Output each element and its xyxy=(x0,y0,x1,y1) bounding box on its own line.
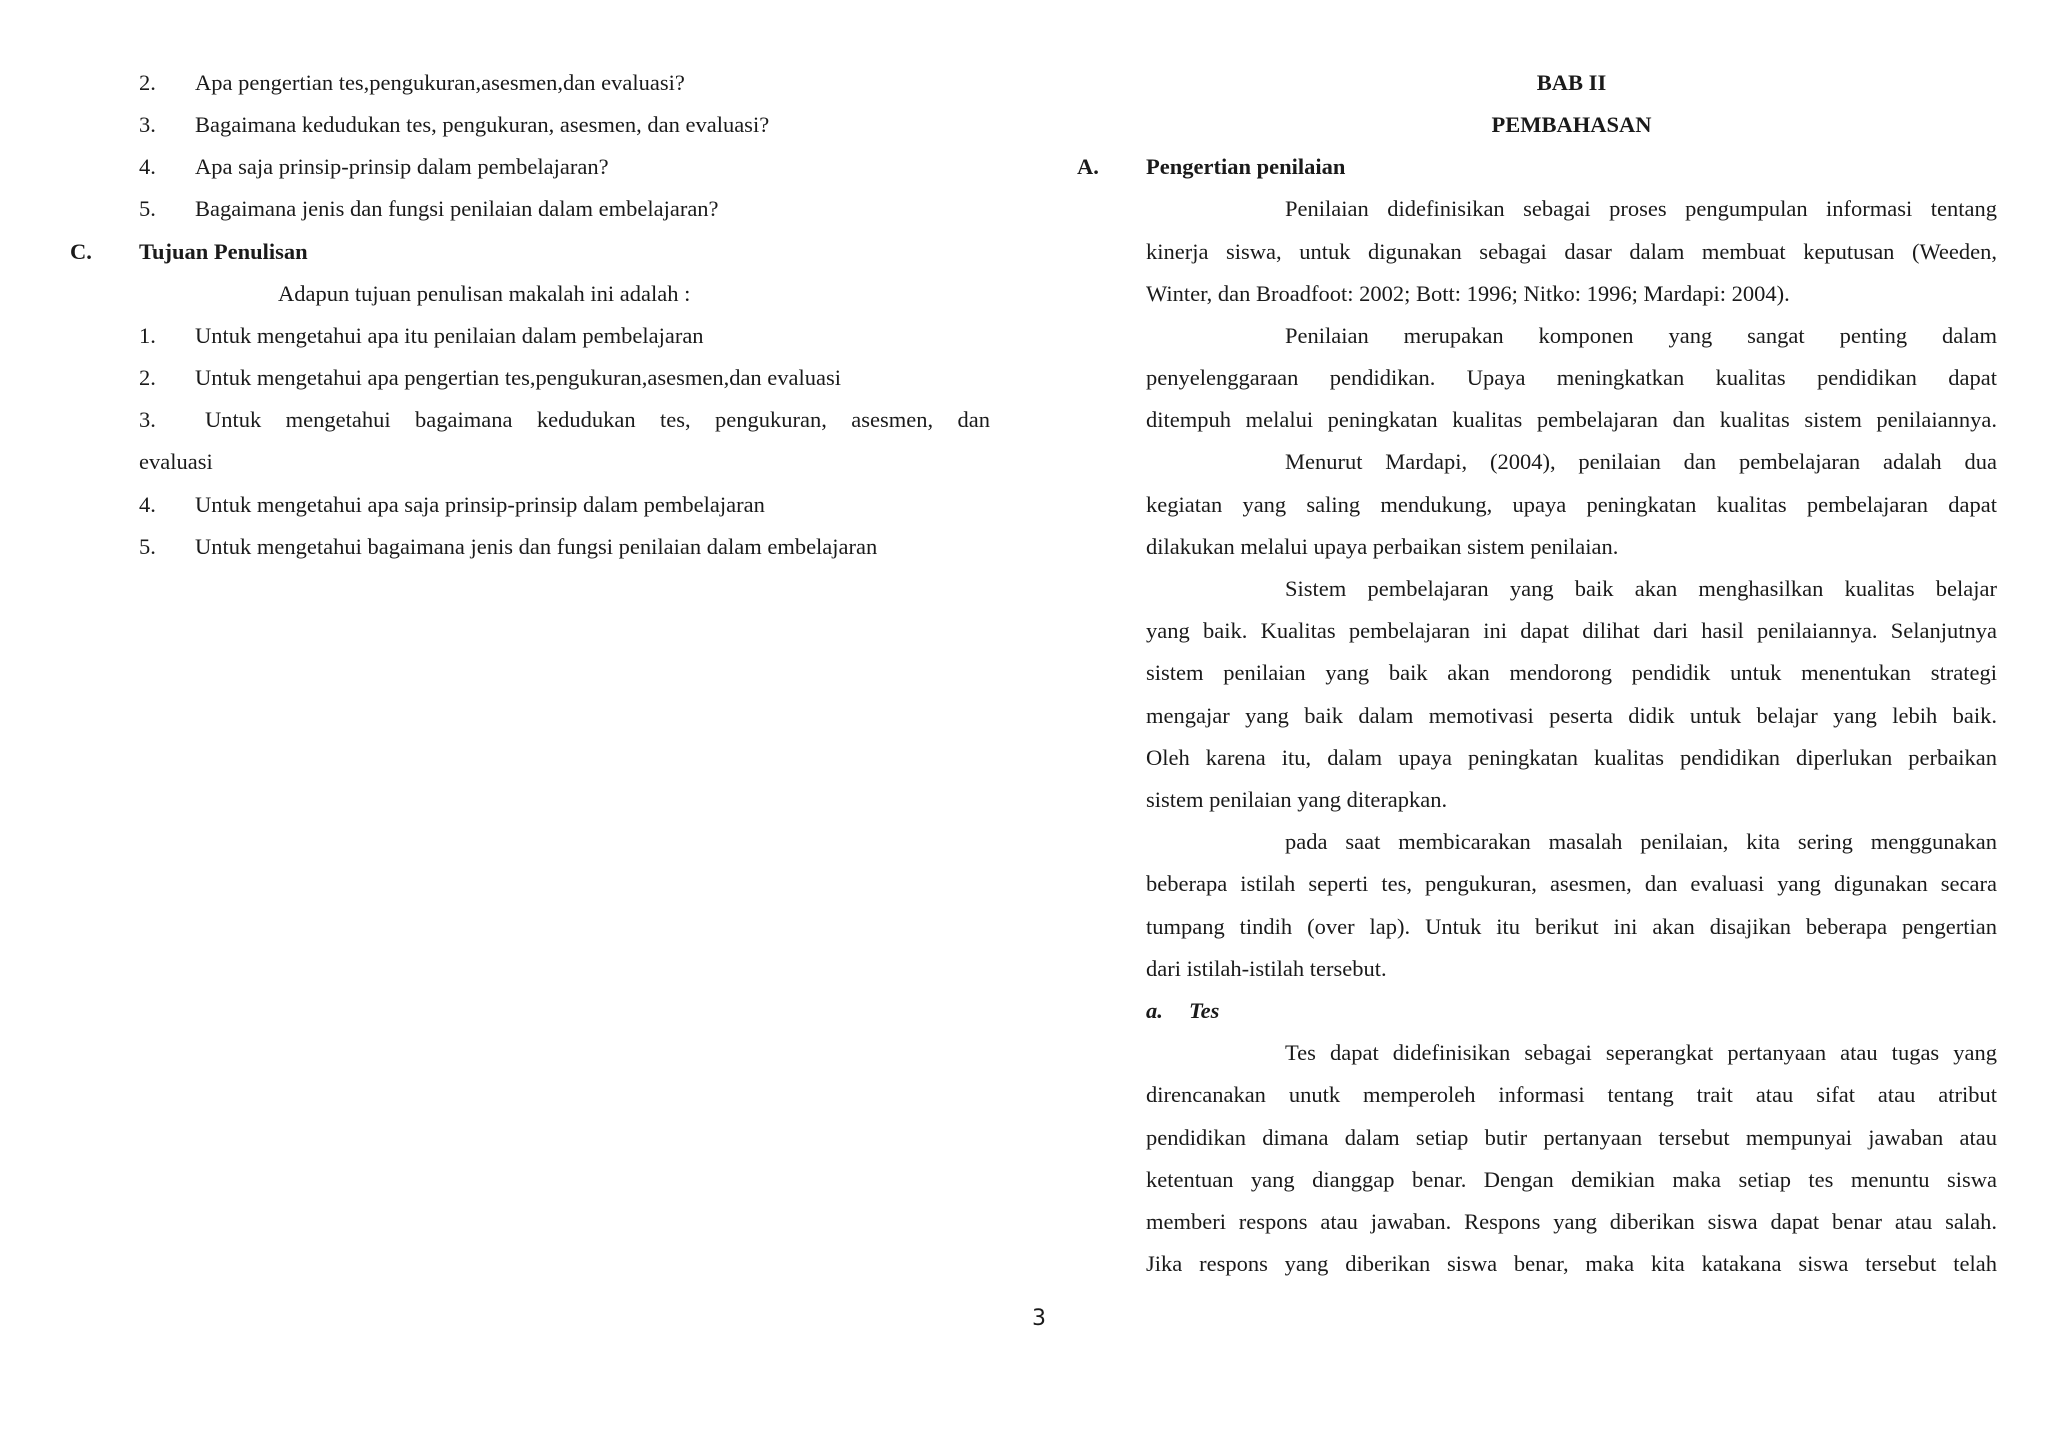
paragraph-line: memberi respons atau jawaban. Respons yang diberikan siswa dapat benar atau salah. xyxy=(1146,1209,1997,1234)
paragraph-line: ketentuan yang dianggap benar. Dengan demikian maka setiap tes menuntu siswa xyxy=(1146,1167,1997,1192)
chapter-heading: BAB II xyxy=(1536,70,1607,95)
question-text: Bagaimana jenis dan fungsi penilaian dalam embelajaran? xyxy=(195,196,719,221)
goal-text: Untuk mengetahui apa pengertian tes,pengukuran,asesmen,dan evaluasi xyxy=(195,365,842,390)
paragraph-line: Tes dapat didefinisikan sebagai seperangkat pertanyaan atau tugas yang xyxy=(1285,1040,1997,1065)
section-letter: C. xyxy=(70,239,92,264)
paragraph-line: Jika respons yang diberikan siswa benar, maka kita katakana siswa tersebut telah xyxy=(1146,1251,1997,1276)
paragraph-line: Menurut Mardapi, (2004), penilaian dan pembelajaran adalah dua xyxy=(1285,449,1997,474)
paragraph-line: Oleh karena itu, dalam upaya peningkatan kualitas pendidikan diperlukan perbaikan xyxy=(1146,745,1997,770)
question-number: 5. xyxy=(139,196,156,221)
goal-text: Untuk mengetahui apa itu penilaian dalam pembelajaran xyxy=(195,323,704,348)
paragraph-line: yang baik. Kualitas pembelajaran ini dapat dilihat dari hasil penilaiannya. Selanjutnya xyxy=(1146,618,1997,643)
chapter-title: PEMBAHASAN xyxy=(1491,112,1652,137)
goal-number: 1. xyxy=(139,323,156,348)
goal-text: Untuk mengetahui bagaimana jenis dan fungsi penilaian dalam embelajaran xyxy=(195,534,878,559)
goal-text: Untuk mengetahui apa saja prinsip-prinsip dalam pembelajaran xyxy=(195,492,765,517)
question-text: Bagaimana kedudukan tes, pengukuran, asesmen, dan evaluasi? xyxy=(195,112,770,137)
paragraph-line: Sistem pembelajaran yang baik akan menghasilkan kualitas belajar xyxy=(1285,576,1997,601)
paragraph-line: direncanakan unutk memperoleh informasi tentang trait atau sifat atau atribut xyxy=(1146,1082,1997,1107)
paragraph-line: tumpang tindih (over lap). Untuk itu berikut ini akan disajikan beberapa pengertian xyxy=(1146,914,1997,939)
paragraph-line: pendidikan dimana dalam setiap butir pertanyaan tersebut mempunyai jawaban atau xyxy=(1146,1125,1997,1150)
question-number: 2. xyxy=(139,70,156,95)
intro-text: Adapun tujuan penulisan makalah ini adalah : xyxy=(278,281,691,306)
paragraph-line: kegiatan yang saling mendukung, upaya peningkatan kualitas pembelajaran dapat xyxy=(1146,492,1997,517)
goal-number: 4. xyxy=(139,492,156,517)
question-text: Apa saja prinsip-prinsip dalam pembelajaran? xyxy=(195,154,609,179)
paragraph-line: dilakukan melalui upaya perbaikan sistem penilaian. xyxy=(1146,534,1619,559)
paragraph-line: beberapa istilah seperti tes, pengukuran, asesmen, dan evaluasi yang digunakan secara xyxy=(1146,871,1997,896)
paragraph-line: Penilaian didefinisikan sebagai proses pengumpulan informasi tentang xyxy=(1285,196,1997,221)
goal-number: 5. xyxy=(139,534,156,559)
page-number: 3 xyxy=(1032,1306,1046,1331)
goal-number: 3. xyxy=(139,407,156,432)
goal-number: 2. xyxy=(139,365,156,390)
question-text: Apa pengertian tes,pengukuran,asesmen,dan evaluasi? xyxy=(195,70,685,95)
subsection-title: Tes xyxy=(1189,998,1220,1023)
goal-text: Untuk mengetahui bagaimana kedudukan tes, pengukuran, asesmen, dan xyxy=(205,407,990,432)
paragraph-line: sistem penilaian yang diterapkan. xyxy=(1146,787,1448,812)
paragraph-line: penyelenggaraan pendidikan. Upaya meningkatkan kualitas pendidikan dapat xyxy=(1146,365,1997,390)
section-title: Pengertian penilaian xyxy=(1146,154,1346,179)
paragraph-line: dari istilah-istilah tersebut. xyxy=(1146,956,1387,981)
section-letter: A. xyxy=(1077,154,1099,179)
goal-text-continuation: evaluasi xyxy=(139,449,213,474)
paragraph-line: sistem penilaian yang baik akan mendorong pendidik untuk menentukan strategi xyxy=(1146,660,1997,685)
question-number: 4. xyxy=(139,154,156,179)
paragraph-line: mengajar yang baik dalam memotivasi peserta didik untuk belajar yang lebih baik. xyxy=(1146,703,1997,728)
question-number: 3. xyxy=(139,112,156,137)
paragraph-line: pada saat membicarakan masalah penilaian, kita sering menggunakan xyxy=(1285,829,1997,854)
subsection-letter: a. xyxy=(1146,998,1163,1023)
section-title: Tujuan Penulisan xyxy=(139,239,308,264)
paragraph-line: Penilaian merupakan komponen yang sangat penting dalam xyxy=(1285,323,1997,348)
paragraph-line: Winter, dan Broadfoot: 2002; Bott: 1996; Nitko: 1996; Mardapi: 2004). xyxy=(1146,281,1790,306)
paragraph-line: kinerja siswa, untuk digunakan sebagai dasar dalam membuat keputusan (Weeden, xyxy=(1146,239,1997,264)
paragraph-line: ditempuh melalui peningkatan kualitas pembelajaran dan kualitas sistem penilaiannya. xyxy=(1146,407,1997,432)
